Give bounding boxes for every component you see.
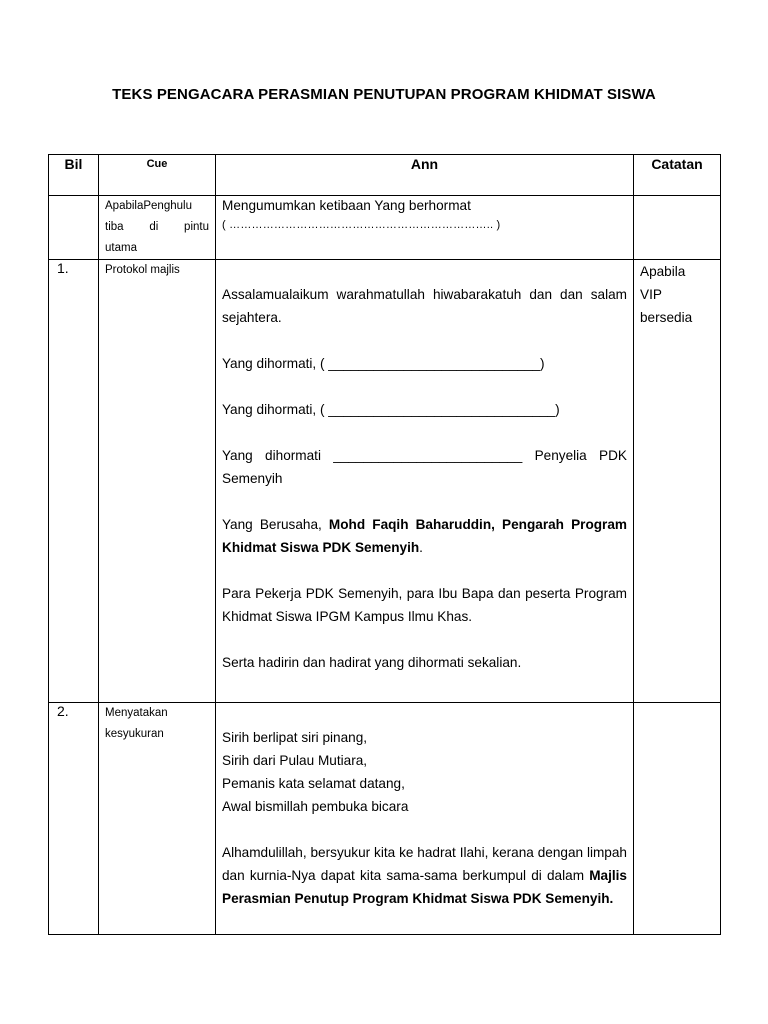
row0-cue-line: utama xyxy=(105,242,137,254)
row1-bil: 1. xyxy=(49,260,99,703)
dihormati-line-3: Yang dihormati _________________________ Penyelia PDK Semenyih xyxy=(222,448,627,486)
header-ann: Ann xyxy=(216,155,634,196)
para-paragraph: Para Pekerja PDK Semenyih, para Ibu Bapa dan peserta Program Khidmat Siswa IPGM Kampus Ilmu Khas. xyxy=(222,586,627,624)
table-row xyxy=(49,196,721,260)
row1-cue: Protokol majlis xyxy=(99,260,216,703)
header-catatan: Catatan xyxy=(634,155,721,196)
header-row xyxy=(49,155,721,196)
row0-cue-line: ApabilaPenghulu xyxy=(105,200,192,212)
alhamdulillah-paragraph: Alhamdulillah, bersyukur kita ke hadrat Ilahi, kerana dengan limpah dan kurnia-Nya dapat kita sama-sama berkumpul di dalam Majlis Perasmian Penutup Program Khidmat Siswa PDK Semenyih. xyxy=(222,845,627,906)
pantun-line: Sirih dari Pulau Mutiara, xyxy=(222,753,368,768)
row2-cue xyxy=(99,703,216,935)
catatan-line: Apabila xyxy=(640,264,686,279)
pengarah-name: Mohd Faqih Baharuddin, Pengarah Program Khidmat Siswa PDK Semenyih xyxy=(222,517,627,555)
header-cue: Cue xyxy=(99,155,216,196)
catatan-line: bersedia xyxy=(640,310,693,325)
row0-catatan xyxy=(634,196,721,260)
catatan-line: VIP xyxy=(640,287,662,302)
row2-bil: 2. xyxy=(49,703,99,935)
script-table xyxy=(48,154,721,935)
row0-ann-placeholder: ( …………………………………………………………….. ) xyxy=(222,219,501,231)
dihormati-line-1: Yang dihormati, ( ____________________________) xyxy=(222,356,545,371)
berusaha-paragraph: Yang Berusaha, Mohd Faqih Baharuddin, Pengarah Program Khidmat Siswa PDK Semenyih. xyxy=(222,517,627,555)
row2-catatan xyxy=(634,703,721,935)
table-row xyxy=(49,260,721,703)
row1-ann xyxy=(216,260,634,703)
dihormati-line-2: Yang dihormati, ( ______________________________) xyxy=(222,402,560,417)
row2-cue-line: kesyukuran xyxy=(105,728,164,740)
header-bil: Bil xyxy=(49,155,99,196)
row0-bil xyxy=(49,196,99,260)
row2-cue-line: Menyatakan xyxy=(105,707,168,719)
document-title: TEKS PENGACARA PERASMIAN PENUTUPAN PROGRAM KHIDMAT SISWA xyxy=(112,86,656,103)
row0-ann xyxy=(216,196,634,260)
pantun-line: Awal bismillah pembuka bicara xyxy=(222,799,409,814)
majlis-name: Majlis Perasmian Penutup Program Khidmat Siswa PDK Semenyih. xyxy=(222,868,627,906)
pantun-line: Pemanis kata selamat datang, xyxy=(222,776,405,791)
row1-catatan xyxy=(634,260,721,703)
salam-paragraph: Assalamualaikum warahmatullah hiwabarakatuh dan dan salam sejahtera. xyxy=(222,287,627,325)
serta-paragraph: Serta hadirin dan hadirat yang dihormati sekalian. xyxy=(222,655,522,670)
pantun-line: Sirih berlipat siri pinang, xyxy=(222,730,368,745)
row2-ann xyxy=(216,703,634,935)
table-row xyxy=(49,703,721,935)
row0-ann-announce: Mengumumkan ketibaan Yang berhormat xyxy=(222,198,471,213)
row0-cue xyxy=(99,196,216,260)
row0-cue-line: tiba di pintu xyxy=(105,221,209,233)
